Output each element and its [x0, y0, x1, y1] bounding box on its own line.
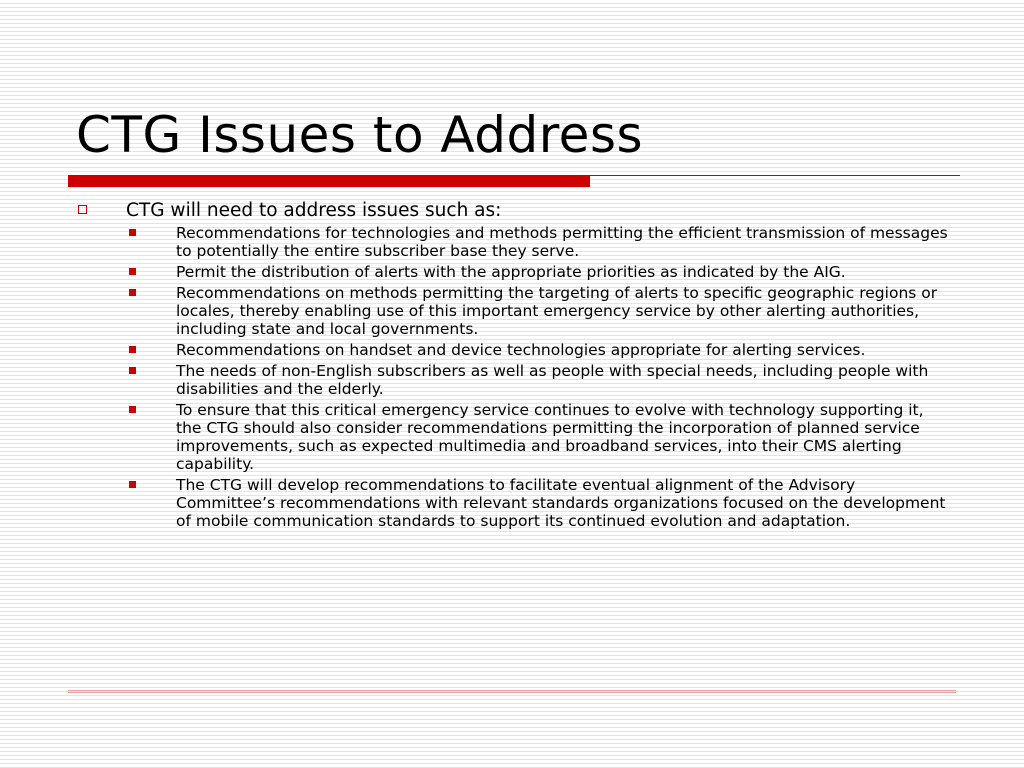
- main-bullet-text: CTG will need to address issues such as:: [126, 200, 502, 221]
- sub-bullet-item: [76, 476, 956, 530]
- sub-bullet-item: [76, 284, 956, 338]
- slide-title: CTG Issues to Address: [76, 106, 644, 164]
- filled-square-bullet-icon: [129, 481, 136, 488]
- sub-bullet-text: Recommendations on methods permitting the targeting of alerts to specific geographic regions or locales, thereby enabling use of this important emergency service by other alerting authorities, including state and local governments.: [176, 284, 938, 338]
- filled-square-bullet-icon: [129, 346, 136, 353]
- filled-square-bullet-icon: [129, 406, 136, 413]
- sub-bullet-text: To ensure that this critical emergency service continues to evolve with technology supporting it, the CTG should also consider recommendations permitting the incorporation of planned service improvements, such as expected multimedia and broadband services, into their CMS alerting capability.: [176, 401, 924, 473]
- filled-square-bullet-icon: [129, 289, 136, 296]
- main-bullet-item: [76, 199, 956, 223]
- filled-square-bullet-icon: [129, 229, 136, 236]
- slide-body: [76, 199, 956, 533]
- sub-bullet-text: The needs of non-English subscribers as well as people with special needs, including people with disabilities and the elderly.: [176, 362, 929, 398]
- hollow-square-bullet-icon: [78, 205, 87, 214]
- filled-square-bullet-icon: [129, 268, 136, 275]
- sub-bullet-text: Recommendations for technologies and methods permitting the efficient transmission of messages to potentially the entire subscriber base they serve.: [176, 224, 948, 260]
- footer-divider: [68, 690, 956, 693]
- sub-bullet-list: [76, 224, 956, 530]
- sub-bullet-item: [76, 401, 956, 473]
- sub-bullet-item: [76, 362, 956, 398]
- sub-bullet-text: Permit the distribution of alerts with the appropriate priorities as indicated by the AIG.: [176, 263, 846, 281]
- sub-bullet-item: [76, 224, 956, 260]
- sub-bullet-text: Recommendations on handset and device technologies appropriate for alerting services.: [176, 341, 866, 359]
- sub-bullet-item: [76, 341, 956, 359]
- title-underline-thin: [590, 175, 960, 176]
- sub-bullet-text: The CTG will develop recommendations to facilitate eventual alignment of the Advisory Committee’s recommendations with relevant standards organizations focused on the development of mobile communication standards to support its continued evolution and adaptation.: [176, 476, 946, 530]
- title-underline-thick: [68, 175, 590, 187]
- filled-square-bullet-icon: [129, 367, 136, 374]
- sub-bullet-item: [76, 263, 956, 281]
